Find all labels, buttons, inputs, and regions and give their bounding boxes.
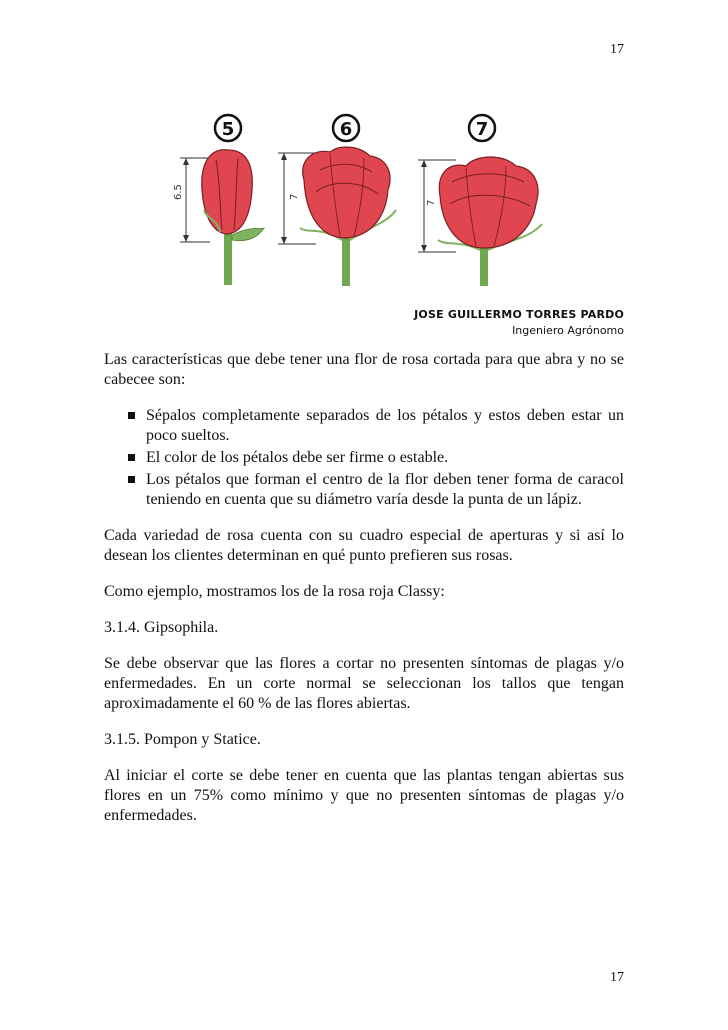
stage-7-stem (480, 246, 488, 286)
document-body (104, 350, 624, 842)
square-bullet-icon (128, 454, 135, 461)
paragraph-pompon-statice: Al iniciar el corte se debe tener en cuenta que las plantas tengan abiertas sus flores en un 75% como mínimo y que no presenten síntomas de plagas y/o enfermedades. (104, 767, 624, 824)
heading-gipsophila: 3.1.4. Gipsophila. (104, 619, 219, 636)
heading-pompon-statice: 3.1.5. Pompon y Statice. (104, 731, 261, 748)
intro-paragraph: Las características que debe tener una flor de rosa cortada para que abra y no se cabecee son: (104, 351, 624, 388)
list-item: Sépalos completamente separados de los pétalos y estos deben estar un poco sueltos. (128, 406, 624, 446)
square-bullet-icon (128, 412, 135, 419)
list-item: El color de los pétalos debe ser firme o estable. (128, 448, 624, 468)
square-bullet-icon (128, 476, 135, 483)
stage-5-bud-icon (202, 150, 253, 234)
paragraph-varieties: Cada variedad de rosa cuenta con su cuadro especial de aperturas y si así lo desean los clientes determinan en qué punto prefieren sus rosas. (104, 527, 624, 564)
stage-6-measure: 7 (289, 193, 300, 200)
list-item: Los pétalos que forman el centro de la flor deben tener forma de caracol teniendo en cuenta que su diámetro varía desde la punta de un lápiz. (128, 470, 624, 510)
author-title: Ingeniero Agrónomo (512, 324, 624, 337)
page-number-top: 17 (610, 42, 624, 57)
stage-6-stem (342, 236, 350, 286)
characteristics-list (104, 406, 624, 510)
stage-5-measure: 6.5 (173, 184, 184, 200)
stage-6-label: 6 (339, 119, 353, 140)
stage-7-label: 7 (475, 119, 489, 140)
stage-5-group (173, 115, 264, 285)
rose-opening-stages-figure (160, 100, 580, 300)
page-number-bottom: 17 (610, 970, 624, 985)
stage-6-group (278, 115, 396, 286)
paragraph-example: Como ejemplo, mostramos los de la rosa roja Classy: (104, 583, 445, 600)
paragraph-gipsophila: Se debe observar que las flores a cortar no presenten síntomas de plagas y/o enfermedades. En un corte normal se seleccionan los tallos que tengan aproximadamente el 60 % de las flores abiertas. (104, 655, 624, 712)
stage-5-stem (224, 230, 232, 285)
stage-7-measure: 7 (426, 199, 437, 206)
author-name: JOSE GUILLERMO TORRES PARDO (414, 308, 624, 321)
author-block (414, 308, 624, 337)
stage-5-label: 5 (221, 119, 235, 140)
stage-7-group (418, 115, 542, 286)
